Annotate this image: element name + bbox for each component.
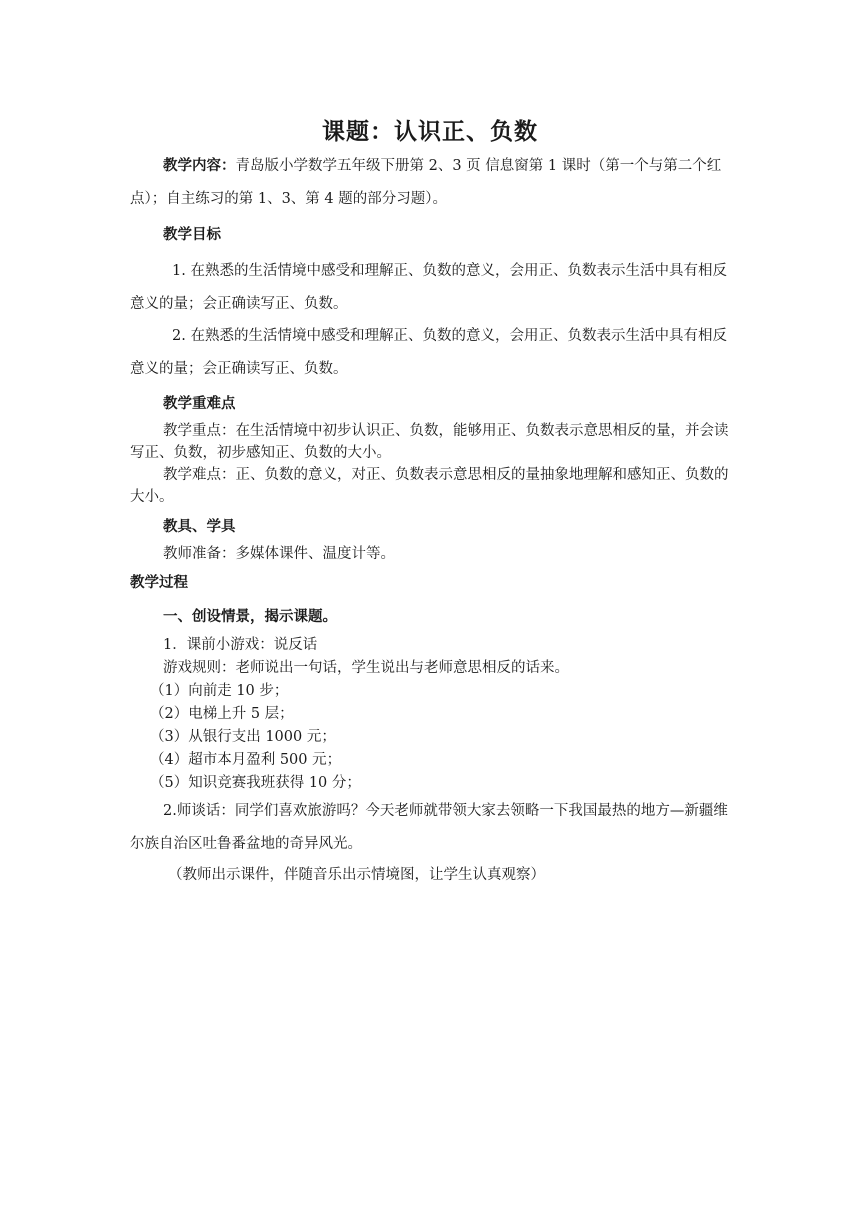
goals-heading: 教学目标: [163, 227, 221, 243]
list-item: （2）电梯上升 5 层；: [150, 706, 294, 722]
list-item: （5）知识竞赛我班获得 10 分；: [150, 775, 361, 791]
teacher-talk: [130, 795, 730, 861]
key-difficulty-text: 教学难点：正、负数的意义，对正、负数表示意思相反的量抽象地理解和感知正、负数的大小。: [130, 467, 729, 505]
key-focus-text: 教学重点：在生活情境中初步认识正、负数，能够用正、负数表示意思相反的量，并会读写正、负数，初步感知正、负数的大小。: [130, 423, 729, 461]
list-item: （4）超市本月盈利 500 元；: [150, 752, 342, 768]
list-item: （3）从银行支出 1000 元；: [150, 729, 336, 745]
key-points-heading: 教学重难点: [163, 396, 236, 412]
teaching-content-label: 教学内容：: [163, 158, 236, 174]
teacher-talk-text: 2.师谈话：同学们喜欢旅游吗？今天老师就带领大家去领略一下我国最热的地方—新疆维尔族自治区吐鲁番盆地的奇异风光。: [130, 803, 728, 852]
section-1-heading: 一、创设情景，揭示课题。: [163, 609, 337, 625]
game-rule: 游戏规则：老师说出一句话，学生说出与老师意思相反的话来。: [163, 660, 569, 676]
key-focus: [130, 420, 730, 464]
goal-item-1-text: 1. 在熟悉的生活情境中感受和理解正、负数的意义，会用正、负数表示生活中具有相反意义的量；会正确读写正、负数。: [130, 263, 727, 312]
teaching-content: [130, 150, 730, 216]
game-title: 1．课前小游戏：说反话: [163, 637, 318, 653]
tools-text: 教师准备：多媒体课件、温度计等。: [163, 546, 395, 562]
list-item: （1）向前走 10 步；: [150, 683, 289, 699]
tools-heading: 教具、学具: [163, 519, 236, 535]
lesson-title: 课题：认识正、负数: [322, 119, 538, 145]
key-difficulty: [130, 464, 730, 508]
teaching-content-text: 青岛版小学数学五年级下册第 2、3 页 信息窗第 1 课时（第一个与第二个红点）；自主练习的第 1、3、第 4 题的部分习题）。: [130, 158, 722, 207]
goal-item-1: [130, 255, 730, 321]
goal-item-2-text: 2. 在熟悉的生活情境中感受和理解正、负数的意义，会用正、负数表示生活中具有相反意义的量；会正确读写正、负数。: [130, 328, 727, 377]
teacher-note: （教师出示课件，伴随音乐出示情境图，让学生认真观察）: [168, 867, 545, 883]
process-heading: 教学过程: [130, 575, 188, 591]
goal-item-2: [130, 320, 730, 386]
